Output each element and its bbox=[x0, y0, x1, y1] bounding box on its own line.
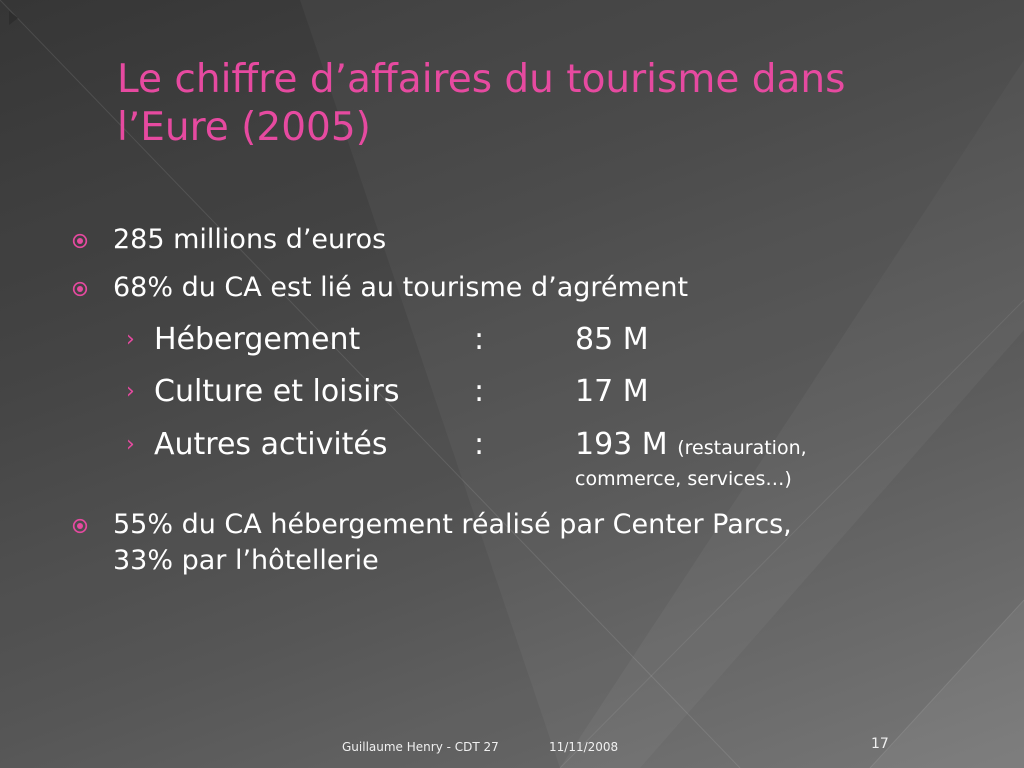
title-line-1: Le chiffre d’affaires du tourisme dans bbox=[117, 57, 846, 102]
footer-date: 11/11/2008 bbox=[549, 740, 619, 754]
sub-item-colon: : bbox=[474, 427, 485, 462]
slide-number: 17 bbox=[871, 736, 889, 752]
sub-item-note-line-2: commerce, services…) bbox=[575, 468, 792, 490]
sub-item-label: Autres activités bbox=[154, 427, 388, 462]
sub-item-value bbox=[575, 426, 807, 467]
chevron-right-icon: › bbox=[126, 327, 135, 352]
bullet-circle-icon bbox=[72, 281, 88, 297]
sub-item-colon: : bbox=[474, 374, 485, 409]
bullet-item-2: 68% du CA est lié au tourisme d’agrément bbox=[113, 272, 689, 303]
sub-item-hebergement bbox=[0, 321, 1024, 361]
sub-item-value-amount: 193 M bbox=[575, 427, 668, 462]
sub-item-colon: : bbox=[474, 322, 485, 357]
sub-item-label: Culture et loisirs bbox=[154, 374, 400, 409]
sub-item-note-line-1: (restauration, bbox=[677, 437, 807, 459]
sub-item-value: 17 M bbox=[575, 374, 649, 409]
footer-author: Guillaume Henry - CDT 27 bbox=[342, 740, 499, 754]
bullet-item-3-line-2: 33% par l’hôtellerie bbox=[113, 545, 379, 576]
chevron-right-icon: › bbox=[126, 432, 135, 457]
sub-item-label: Hébergement bbox=[154, 322, 361, 357]
bullet-item-3 bbox=[113, 507, 993, 579]
chevron-right-icon: › bbox=[126, 379, 135, 404]
bullet-item-1: 285 millions d’euros bbox=[113, 224, 387, 255]
sub-item-culture-loisirs bbox=[0, 373, 1024, 413]
bullet-circle-icon bbox=[72, 233, 88, 249]
bullet-item-3-line-1: 55% du CA hébergement réalisé par Center Parcs, bbox=[113, 509, 792, 540]
sub-item-autres-activites bbox=[0, 426, 1024, 466]
title-line-2: l’Eure (2005) bbox=[117, 105, 371, 150]
bullet-circle-icon bbox=[72, 518, 88, 534]
sub-item-value: 85 M bbox=[575, 322, 649, 357]
